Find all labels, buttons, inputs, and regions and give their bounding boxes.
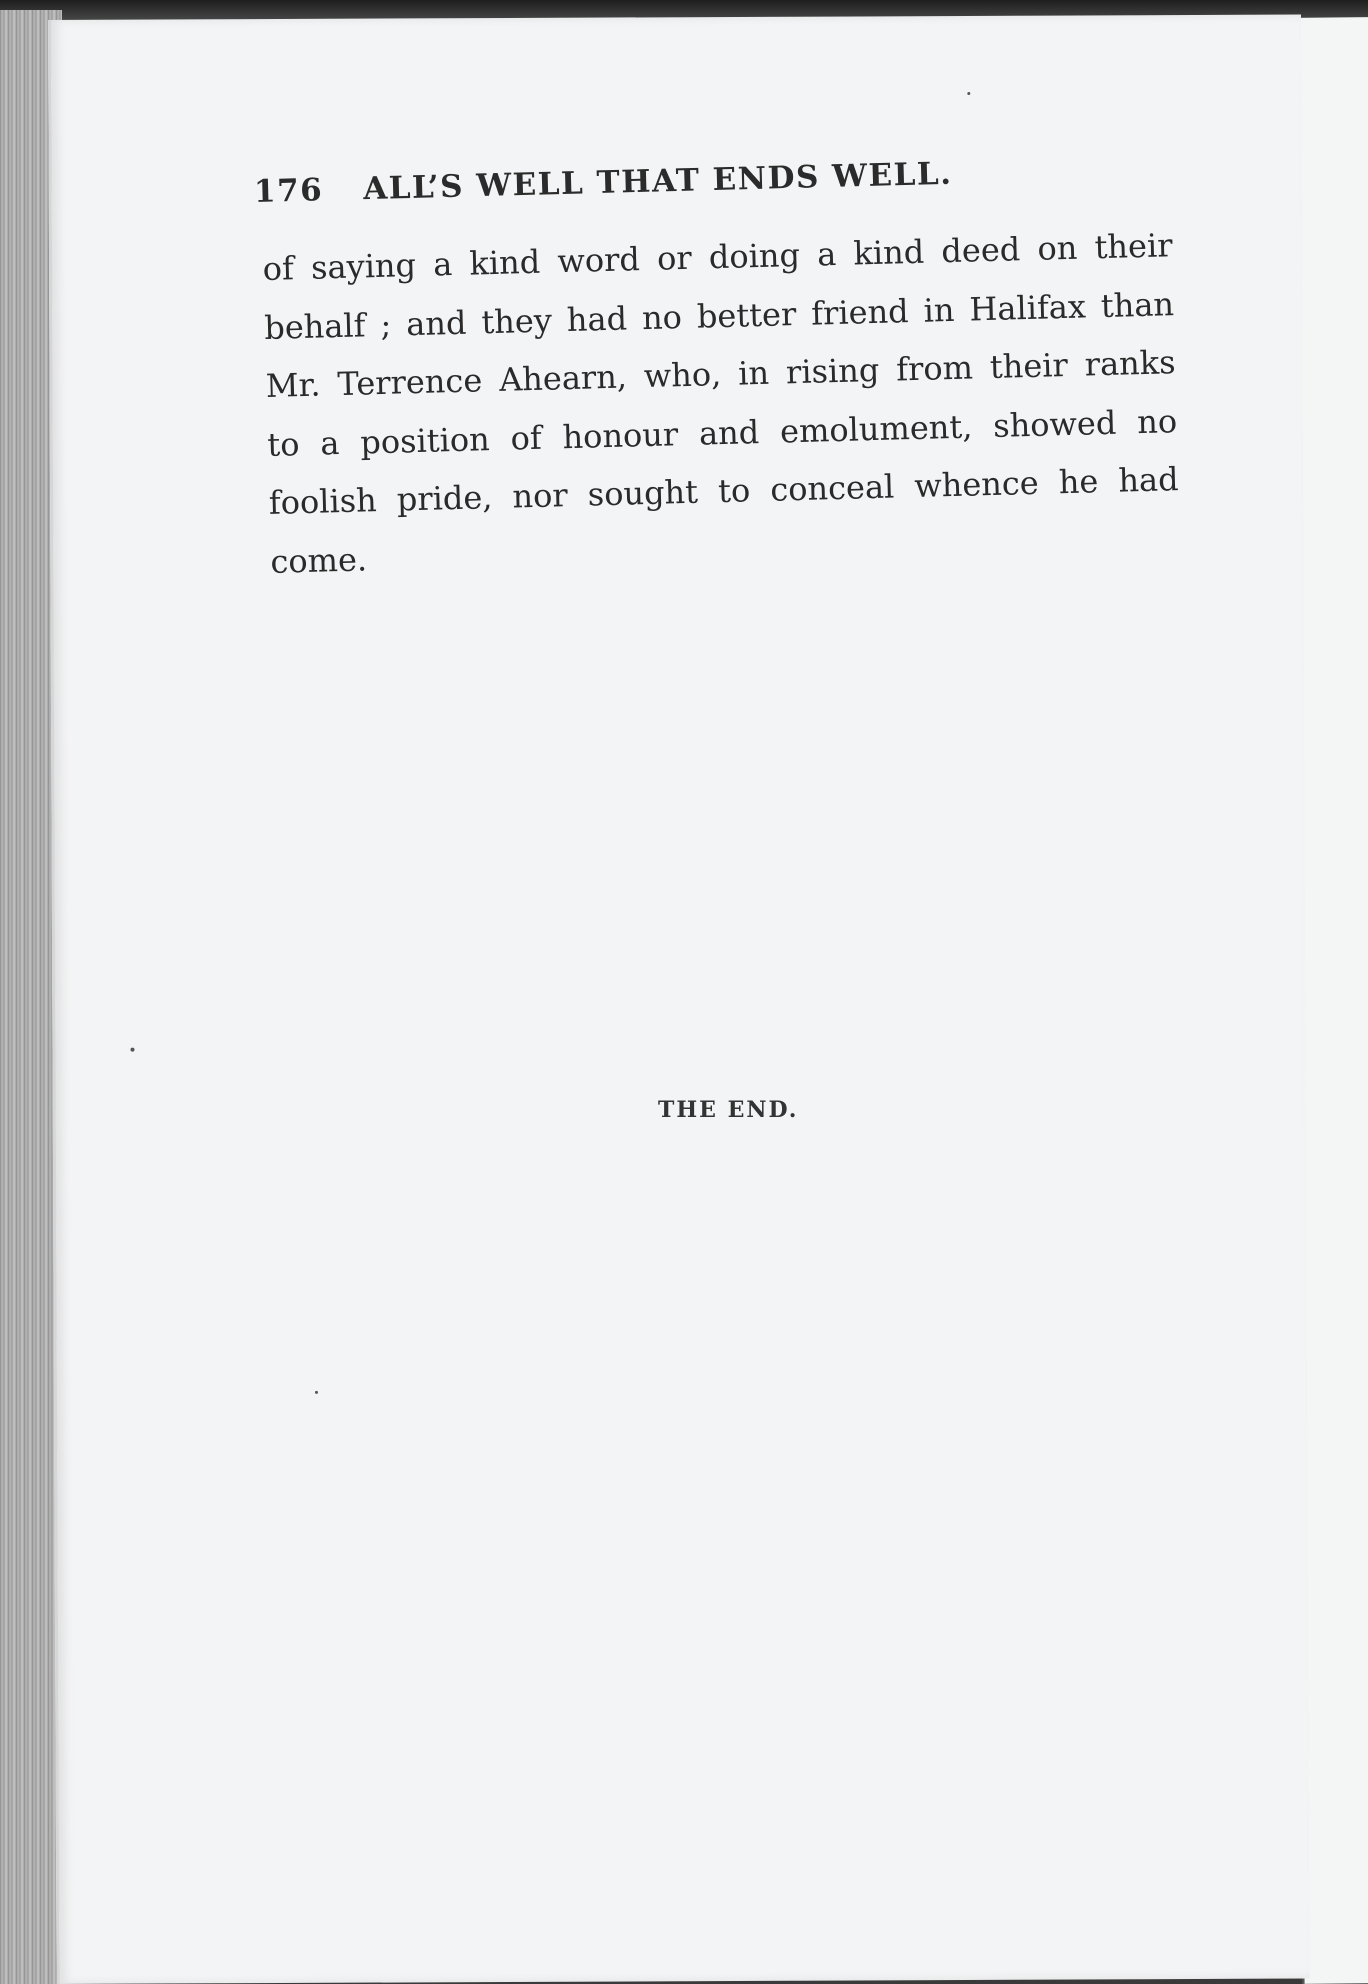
text-line: to a position of honour and emolument, showed no [266,401,1178,464]
paper-speck [130,1048,134,1052]
text-line: Mr. Terrence Ahearn, who, in rising from their ranks [265,343,1177,405]
running-title: ALL’S WELL THAT ENDS WELL. [362,155,953,208]
paper-speck [315,1391,318,1394]
paper-speck [967,92,970,95]
body-paragraph [262,216,1181,591]
text-line: come. [269,539,368,581]
text-line: of saying a kind word or doing a kind deed on their [262,226,1173,288]
text-line: behalf ; and they had no better friend in Halifax than [263,284,1175,347]
the-end-label: THE END. [658,1097,799,1123]
page-number: 176 [253,172,324,210]
text-line: foolish pride, nor sought to conceal whence he had [268,460,1180,522]
